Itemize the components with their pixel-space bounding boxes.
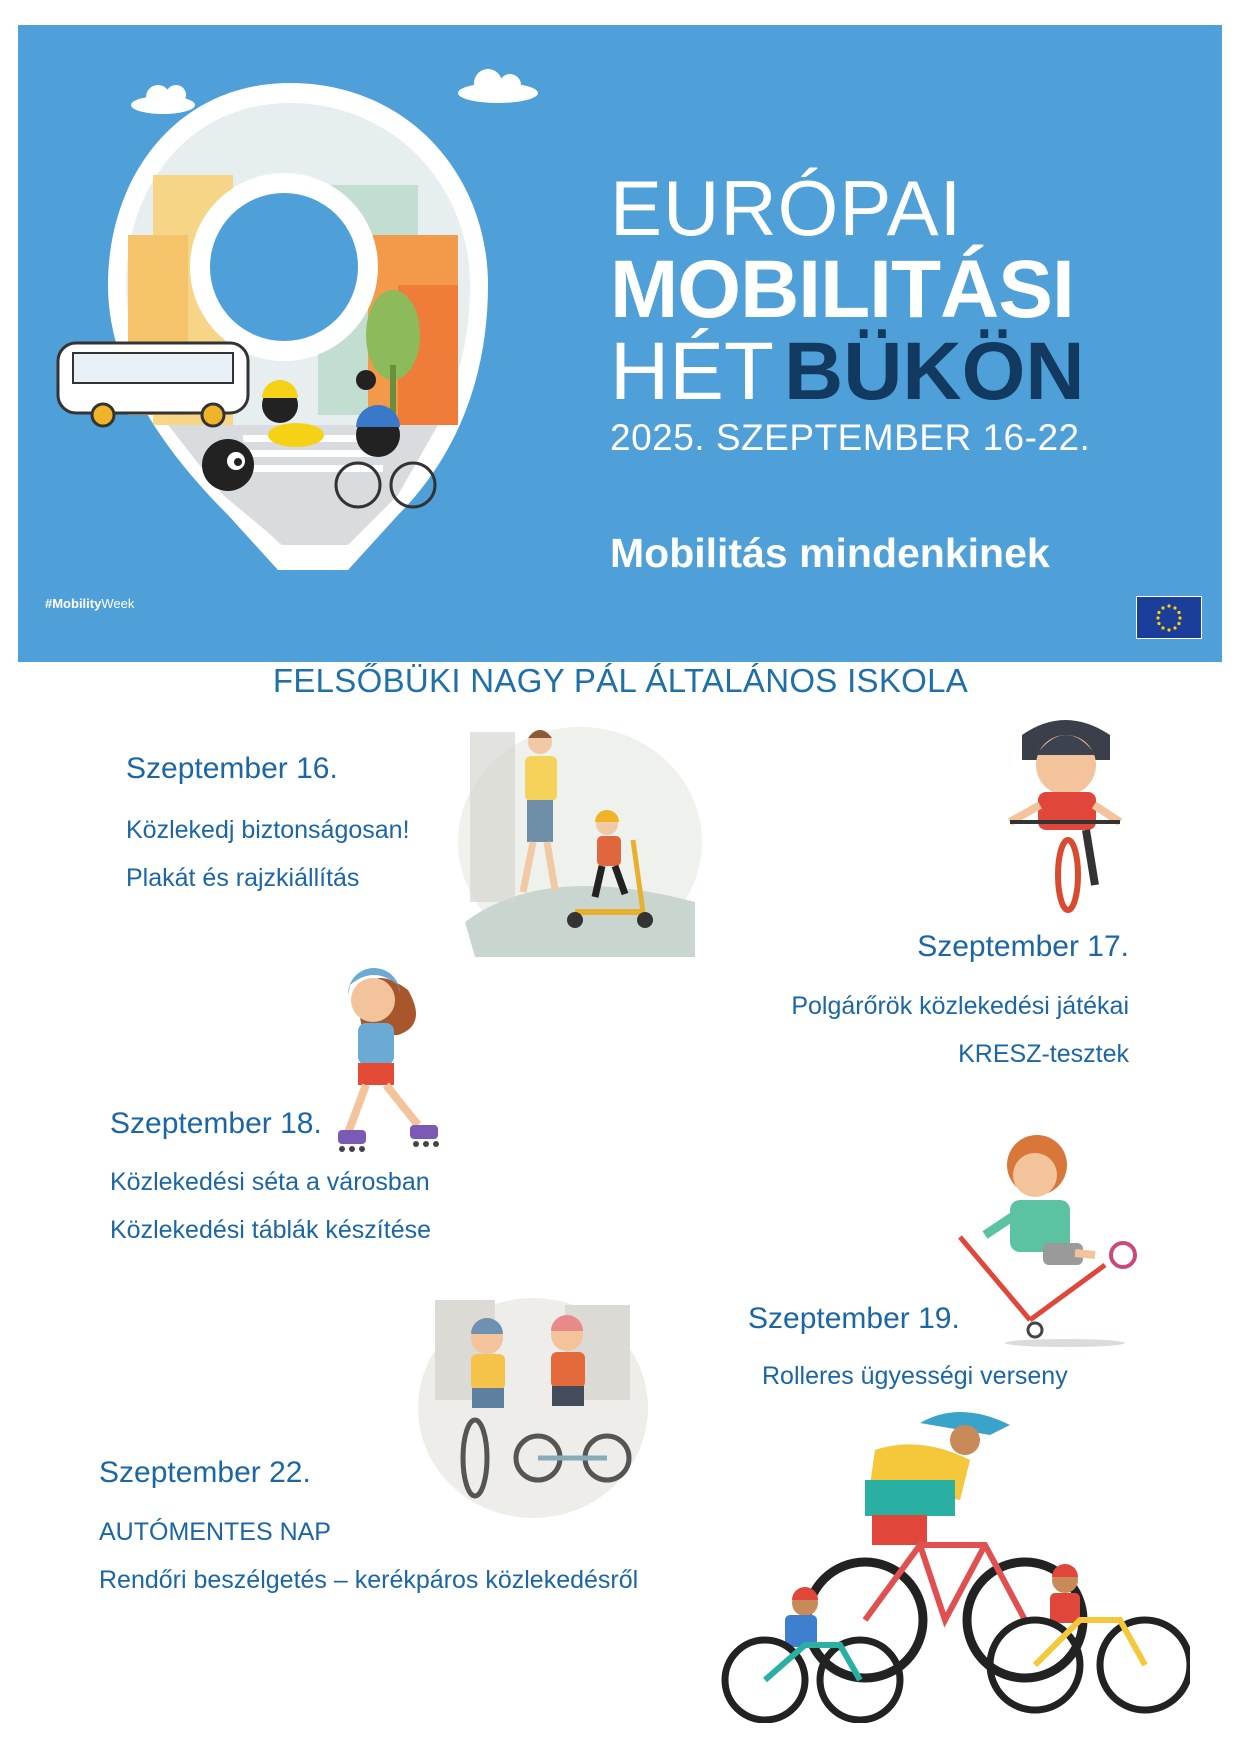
cyclist-boy-illustration (1000, 710, 1135, 920)
event-date-sep18: Szeptember 18. (110, 1107, 322, 1140)
event-date-sep16: Szeptember 16. (126, 752, 338, 785)
event-item: Rendőri beszélgetés – kerékpáros közlekedésről (99, 1566, 639, 1594)
event-item: Plakát és rajzkiállítás (126, 864, 360, 892)
title-line-het-bukon (610, 325, 1085, 419)
banner (18, 25, 1222, 662)
event-item: AUTÓMENTES NAP (99, 1518, 331, 1546)
event-item: Közlekedési táblák készítése (110, 1216, 432, 1244)
slogan: Mobilitás mindenkinek (610, 530, 1050, 576)
event-item: Közlekedési séta a városban (110, 1168, 430, 1196)
rollerblade-girl-illustration (318, 965, 458, 1165)
school-name: FELSŐBÜKI NAGY PÁL ÁLTALÁNOS ISKOLA (272, 662, 969, 699)
title-line-mobilitasi: MOBILITÁSI (610, 244, 1074, 335)
event-item: Polgárőrök közlekedési játékai (791, 992, 1129, 1020)
event-dates: 2025. SZEPTEMBER 16-22. (610, 417, 1091, 458)
event-item: Közlekedj biztonságosan! (126, 816, 410, 844)
two-kids-cycling-illustration (415, 1290, 650, 1520)
title-het: HÉT (610, 326, 774, 417)
eu-flag-icon (1136, 596, 1202, 639)
event-item: Rolleres ügyességi verseny (762, 1362, 1068, 1390)
event-item: KRESZ-tesztek (958, 1040, 1129, 1068)
event-date-sep22: Szeptember 22. (99, 1456, 311, 1489)
hashtag: #MobilityWeek (45, 596, 135, 611)
scooter-boy-illustration (955, 1125, 1145, 1350)
title-line-europai: EURÓPAI (610, 164, 963, 252)
event-date-sep19: Szeptember 19. (748, 1302, 960, 1335)
title-bukon: BÜKÖN (784, 326, 1085, 417)
walking-and-scooter-illustration (455, 712, 705, 962)
family-cycling-illustration (720, 1405, 1190, 1723)
event-date-sep17: Szeptember 17. (917, 930, 1129, 963)
